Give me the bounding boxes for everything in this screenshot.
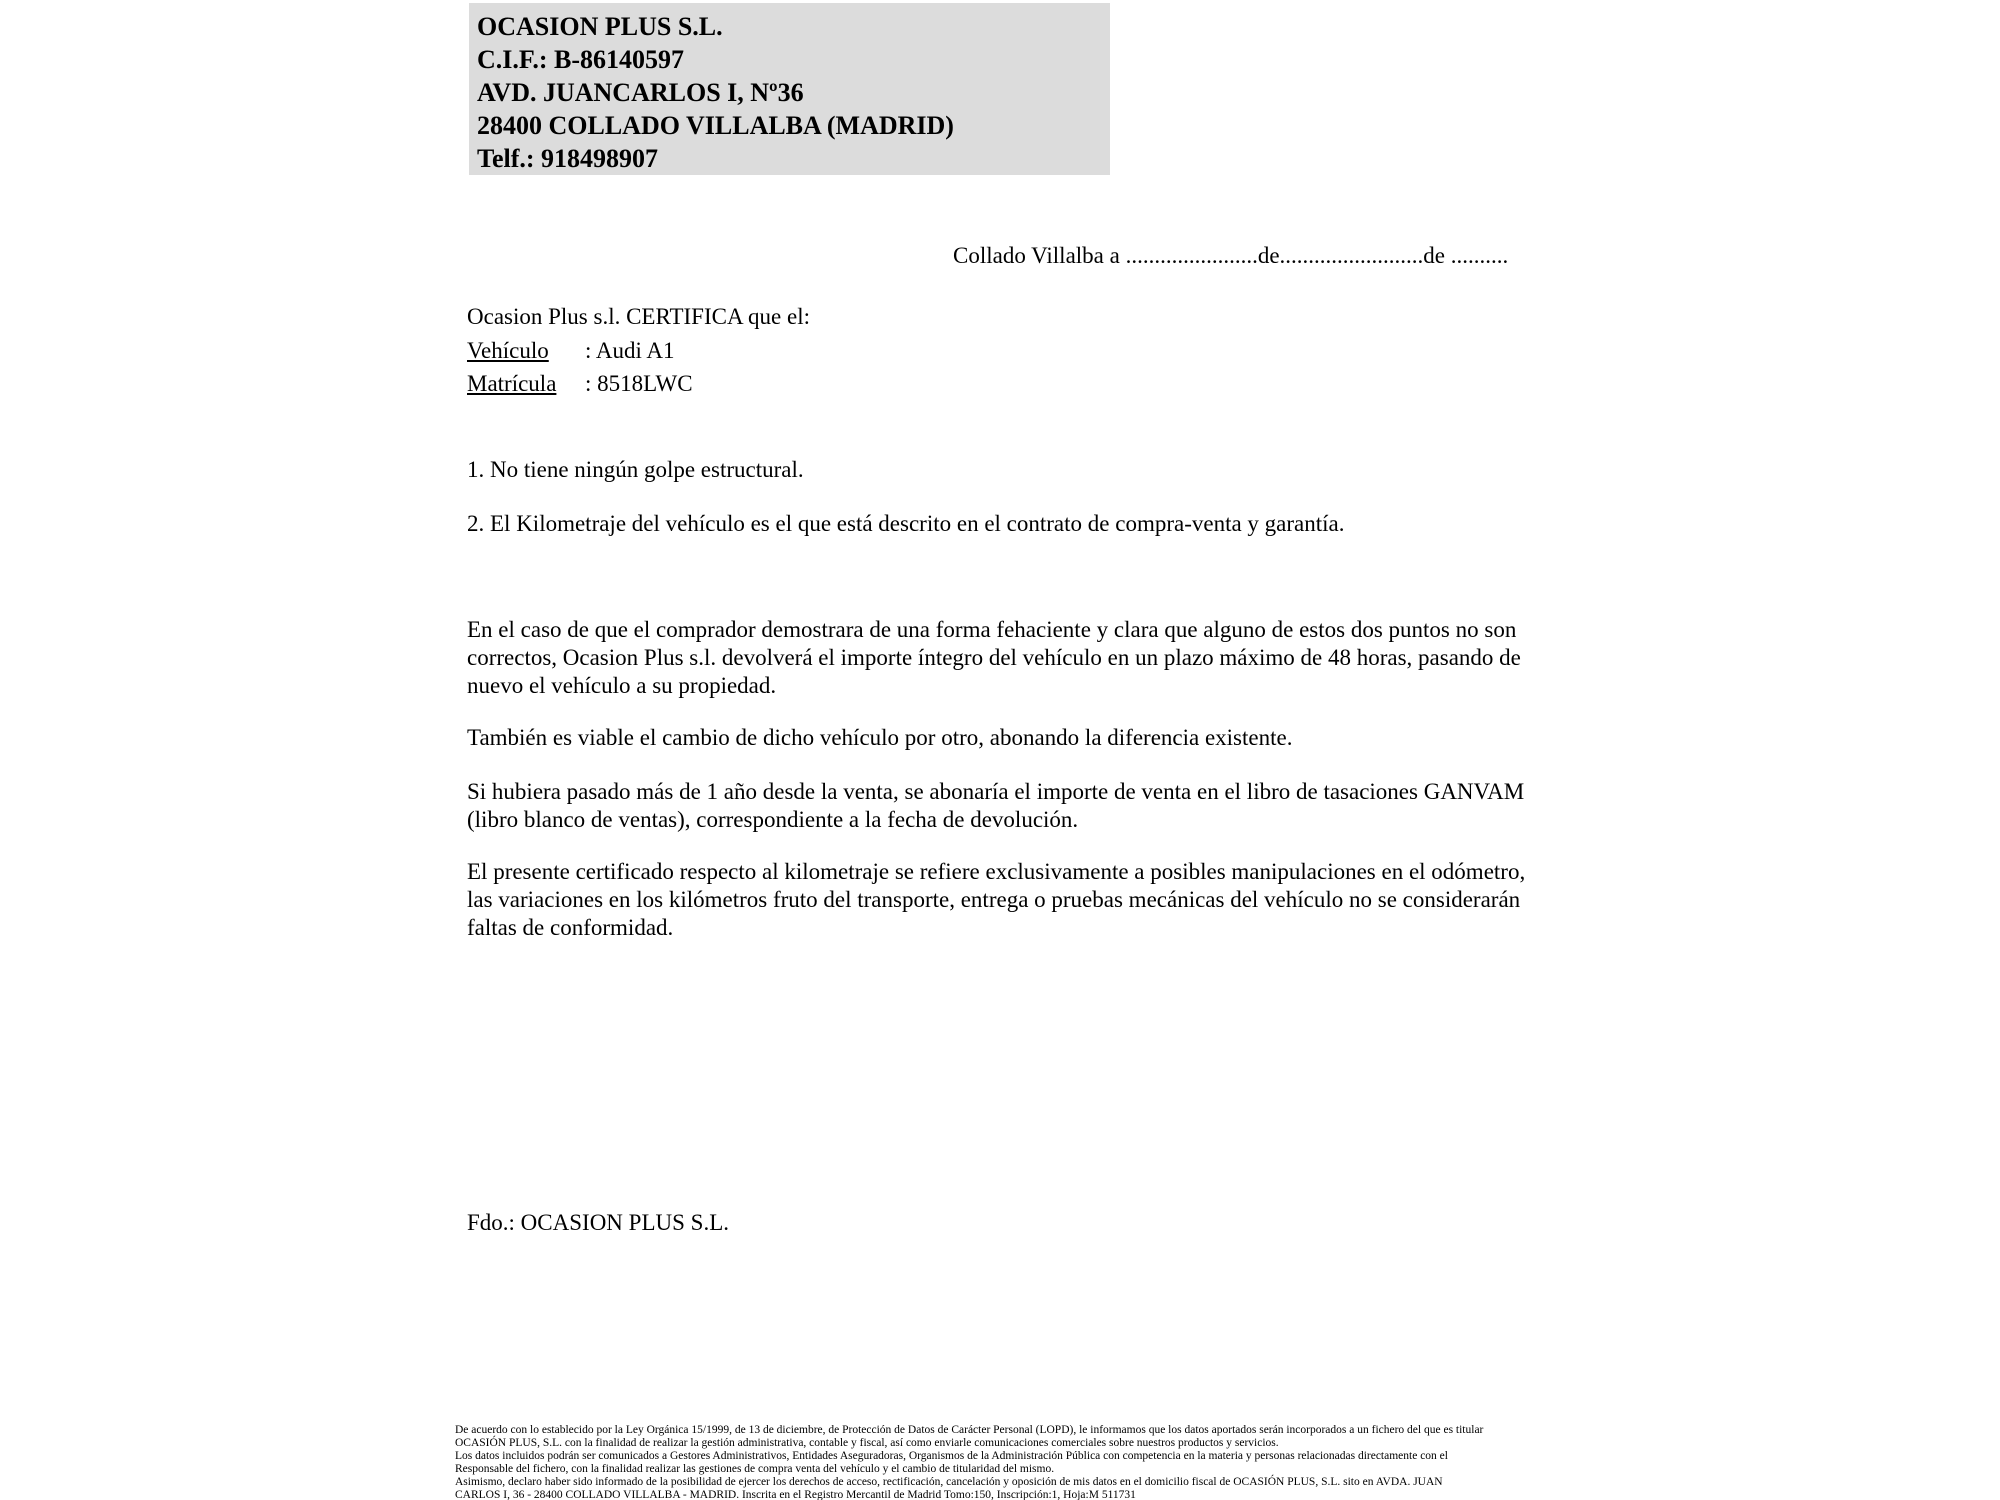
exchange-paragraph: También es viable el cambio de dicho vehículo por otro, abonando la diferencia existente. [467, 725, 1293, 750]
company-name: OCASION PLUS S.L. [477, 12, 723, 41]
certified-point-1: 1. No tiene ningún golpe estructural. [467, 457, 804, 482]
legal-footer-line: De acuerdo con lo establecido por la Ley Orgánica 15/1999, de 13 de diciembre, de Protección de Datos de Carácter Personal (LOPD), le informamos que los datos aportados serán incorporados a un fichero del que es titular [455, 1424, 1484, 1436]
legal-footer-line: Los datos incluidos podrán ser comunicados a Gestores Administrativos, Entidades Aseguradoras, Organismos de la Administración Pública con competencia en la materia y personas relacionadas directamente con el [455, 1449, 1448, 1462]
company-city: 28400 COLLADO VILLALBA (MADRID) [477, 111, 954, 140]
certified-point-2: 2. El Kilometraje del vehículo es el que está descrito en el contrato de compra-venta y garantía. [467, 511, 1345, 536]
legal-footer-line: Responsable del fichero, con la finalidad realizar las gestiones de compra venta del vehículo y el cambio de titularidad del mismo. [455, 1462, 1055, 1475]
legal-footer-line: Asimismo, declaro haber sido informado de la posibilidad de ejercer los derechos de acceso, rectificación, cancelación y oposición de mis datos en el domicilio fiscal de OCASIÓN PLUS, S.L. sito en AVDA. JUAN [455, 1475, 1443, 1488]
plate-value: : 8518LWC [585, 371, 693, 396]
plate-label: Matrícula [467, 371, 557, 396]
company-phone: Telf.: 918498907 [477, 144, 659, 173]
ganvam-paragraph: Si hubiera pasado más de 1 año desde la venta, se abonaría el importe de venta en el libro de tasaciones GANVAM (libro blanco de ventas), correspondiente a la fecha de devolución. [467, 779, 1525, 832]
legal-footer-line: CARLOS I, 36 - 28400 COLLADO VILLALBA - MADRID. Inscrita en el Registro Mercantil de Madrid Tomo:150, Inscripción:1, Hoja:M 511731 [455, 1488, 1136, 1500]
date-line: Collado Villalba a .......................de.........................de .......... [953, 243, 1509, 268]
company-address: AVD. JUANCARLOS I, Nº36 [477, 78, 804, 107]
vehicle-label: Vehículo [467, 338, 549, 363]
certify-intro: Ocasion Plus s.l. CERTIFICA que el: [467, 304, 810, 329]
odometer-paragraph: El presente certificado respecto al kilometraje se refiere exclusivamente a posibles manipulaciones en el odómetro, las variaciones en los kilómetros fruto del transporte, entrega o pruebas mecánicas del vehículo no se considerarán faltas de conformidad. [467, 859, 1526, 940]
company-header-box [469, 3, 1110, 175]
legal-footer [455, 1424, 1565, 1500]
signature-line: Fdo.: OCASION PLUS S.L. [467, 1210, 729, 1235]
vehicle-label-wrap [467, 337, 585, 365]
plate-label-wrap [467, 370, 585, 398]
company-cif: C.I.F.: B-86140597 [477, 45, 685, 74]
vehicle-row [467, 337, 1542, 365]
legal-footer-line: OCASIÓN PLUS, S.L. con la finalidad de realizar la gestión administrativa, contable y fiscal, así como enviarle comunicaciones comerciales sobre nuestros productos y servicios. [455, 1436, 1279, 1449]
vehicle-value: : Audi A1 [585, 338, 675, 363]
plate-row [467, 370, 1542, 398]
refund-paragraph: En el caso de que el comprador demostrara de una forma fehaciente y clara que alguno de estos dos puntos no son correctos, Ocasion Plus s.l. devolverá el importe íntegro del vehículo en un plazo máximo de 48 horas, pasando de nuevo el vehículo a su propiedad. [467, 617, 1521, 698]
